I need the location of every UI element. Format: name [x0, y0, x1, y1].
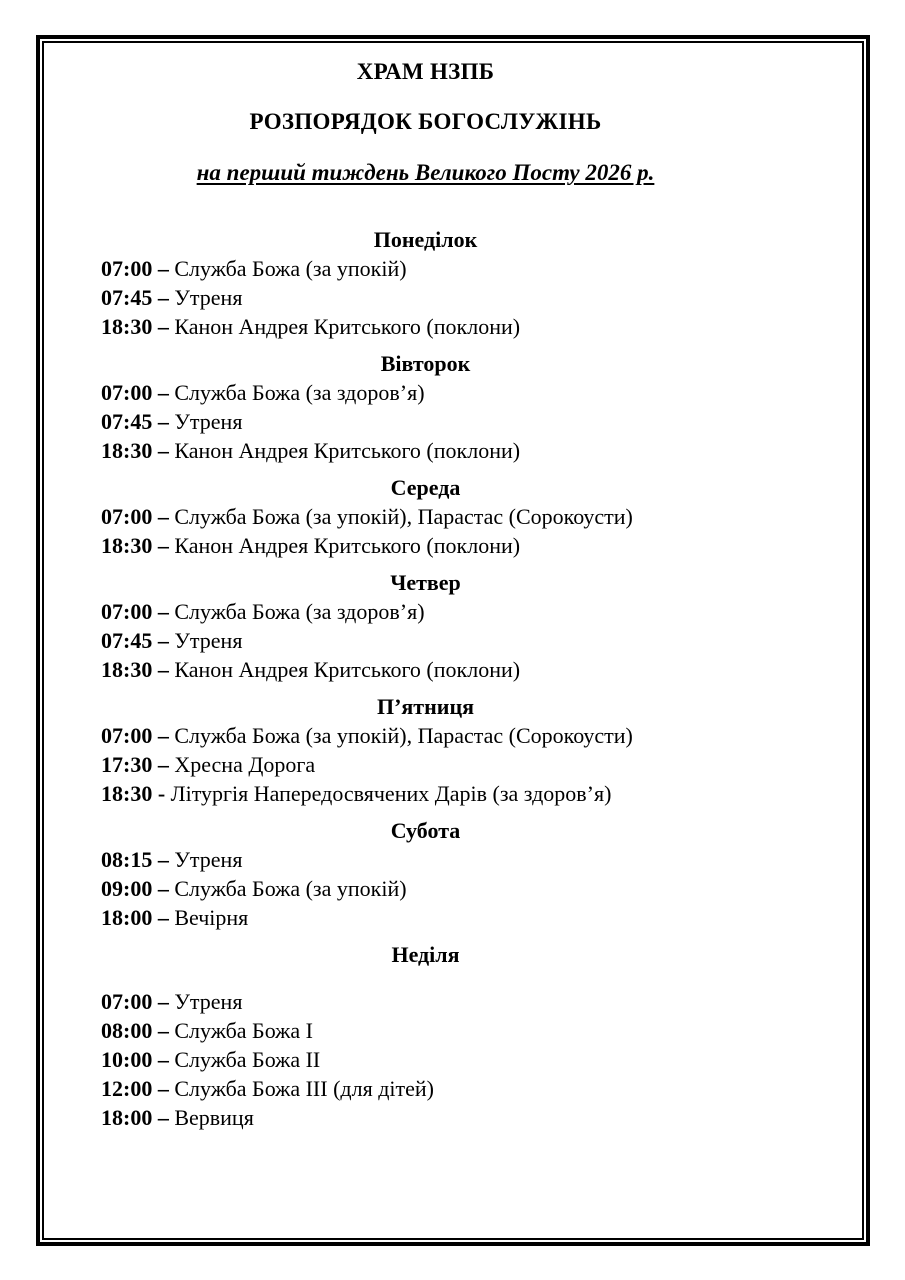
day-heading: Вівторок — [380, 351, 471, 376]
day-heading: П’ятниця — [376, 694, 475, 719]
service-time: 18:30 — [101, 314, 153, 339]
service-time: 07:00 — [101, 599, 153, 624]
service-entry — [101, 436, 750, 465]
time-separator: – — [152, 409, 175, 434]
service-name: Служба Божа (за упокій) — [174, 876, 407, 901]
service-time: 07:00 — [101, 504, 153, 529]
service-name: Служба Божа III (для дітей) — [174, 1076, 434, 1101]
time-separator: – — [152, 1076, 175, 1101]
day-section — [101, 816, 750, 932]
service-entry — [101, 1074, 750, 1103]
service-time: 08:15 — [101, 847, 153, 872]
service-name: Літургія Напередосвячених Дарів (за здоров’я) — [170, 781, 612, 806]
days-list — [101, 225, 750, 1132]
service-time: 12:00 — [101, 1076, 153, 1101]
service-name: Служба Божа (за упокій), Парастас (Сорокоусти) — [174, 723, 633, 748]
service-name: Вервиця — [174, 1105, 254, 1130]
day-section — [101, 568, 750, 684]
service-entry — [101, 531, 750, 560]
service-name: Канон Андрея Критського (поклони) — [174, 657, 521, 682]
service-name: Утреня — [174, 628, 243, 653]
service-name: Служба Божа (за здоров’я) — [174, 380, 425, 405]
day-entries — [101, 987, 750, 1132]
time-separator: – — [152, 256, 175, 281]
service-name: Служба Божа II — [174, 1047, 321, 1072]
day-heading: Неділя — [391, 942, 460, 967]
time-separator: – — [152, 314, 175, 339]
time-separator: – — [152, 657, 175, 682]
time-separator: – — [152, 285, 175, 310]
service-name: Служба Божа (за здоров’я) — [174, 599, 425, 624]
time-separator: - — [152, 781, 171, 806]
time-separator: – — [152, 876, 175, 901]
schedule-title: РОЗПОРЯДОК БОГОСЛУЖІНЬ — [249, 109, 602, 134]
time-separator: – — [152, 723, 175, 748]
day-heading: Четвер — [390, 570, 461, 595]
time-separator: – — [152, 989, 175, 1014]
service-time: 07:00 — [101, 256, 153, 281]
service-entry — [101, 1045, 750, 1074]
service-entry — [101, 750, 750, 779]
time-separator: – — [152, 628, 175, 653]
time-separator: – — [152, 847, 175, 872]
service-name: Служба Божа (за упокій) — [174, 256, 407, 281]
service-entry — [101, 874, 750, 903]
service-entry — [101, 254, 750, 283]
service-entry — [101, 626, 750, 655]
service-name: Служба Божа (за упокій), Парастас (Сорокоусти) — [174, 504, 633, 529]
time-separator: – — [152, 1018, 175, 1043]
day-section — [101, 225, 750, 341]
time-separator: – — [152, 380, 175, 405]
time-separator: – — [152, 504, 175, 529]
day-heading: Понеділок — [373, 227, 478, 252]
period-subtitle-text: на перший тиждень Великого Посту 2026 р. — [196, 160, 655, 185]
service-time: 18:00 — [101, 905, 153, 930]
service-time: 18:30 — [101, 657, 153, 682]
page-border-inner — [42, 41, 864, 1240]
day-entries — [101, 502, 750, 560]
service-time: 17:30 — [101, 752, 153, 777]
period-subtitle — [101, 158, 750, 187]
day-section — [101, 473, 750, 560]
service-entry — [101, 845, 750, 874]
day-entries — [101, 254, 750, 341]
church-title: ХРАМ НЗПБ — [356, 59, 495, 84]
service-name: Утреня — [174, 285, 243, 310]
service-entry — [101, 721, 750, 750]
service-time: 07:00 — [101, 989, 153, 1014]
service-time: 18:30 — [101, 781, 153, 806]
service-time: 07:45 — [101, 285, 153, 310]
service-time: 18:00 — [101, 1105, 153, 1130]
service-name: Канон Андрея Критського (поклони) — [174, 533, 521, 558]
service-entry — [101, 407, 750, 436]
service-name: Канон Андрея Критського (поклони) — [174, 438, 521, 463]
time-separator: – — [152, 752, 175, 777]
service-time: 07:45 — [101, 409, 153, 434]
day-entries — [101, 597, 750, 684]
service-time: 08:00 — [101, 1018, 153, 1043]
time-separator: – — [152, 599, 175, 624]
service-time: 18:30 — [101, 438, 153, 463]
service-entry — [101, 502, 750, 531]
service-entry — [101, 987, 750, 1016]
time-separator: – — [152, 1047, 175, 1072]
service-name: Вечірня — [174, 905, 249, 930]
service-entry — [101, 312, 750, 341]
service-name: Служба Божа I — [174, 1018, 313, 1043]
service-entry — [101, 1103, 750, 1132]
service-entry — [101, 378, 750, 407]
service-time: 09:00 — [101, 876, 153, 901]
service-entry — [101, 903, 750, 932]
day-section — [101, 692, 750, 808]
time-separator: – — [152, 905, 175, 930]
service-time: 07:00 — [101, 380, 153, 405]
service-entry — [101, 655, 750, 684]
day-entries — [101, 721, 750, 808]
time-separator: – — [152, 533, 175, 558]
day-section — [101, 349, 750, 465]
service-name: Хресна Дорога — [174, 752, 316, 777]
day-heading: Середа — [390, 475, 461, 500]
time-separator: – — [152, 1105, 175, 1130]
page-border-outer — [36, 35, 870, 1246]
day-entries — [101, 845, 750, 932]
service-entry — [101, 597, 750, 626]
day-entries — [101, 378, 750, 465]
service-name: Утреня — [174, 989, 243, 1014]
service-entry — [101, 1016, 750, 1045]
service-name: Утреня — [174, 847, 243, 872]
service-name: Утреня — [174, 409, 243, 434]
time-separator: – — [152, 438, 175, 463]
day-heading: Субота — [390, 818, 461, 843]
document-content — [44, 43, 862, 1132]
service-time: 10:00 — [101, 1047, 153, 1072]
service-time: 18:30 — [101, 533, 153, 558]
service-entry — [101, 283, 750, 312]
day-section — [101, 940, 750, 1132]
service-time: 07:00 — [101, 723, 153, 748]
service-time: 07:45 — [101, 628, 153, 653]
service-name: Канон Андрея Критського (поклони) — [174, 314, 521, 339]
service-entry — [101, 779, 750, 808]
